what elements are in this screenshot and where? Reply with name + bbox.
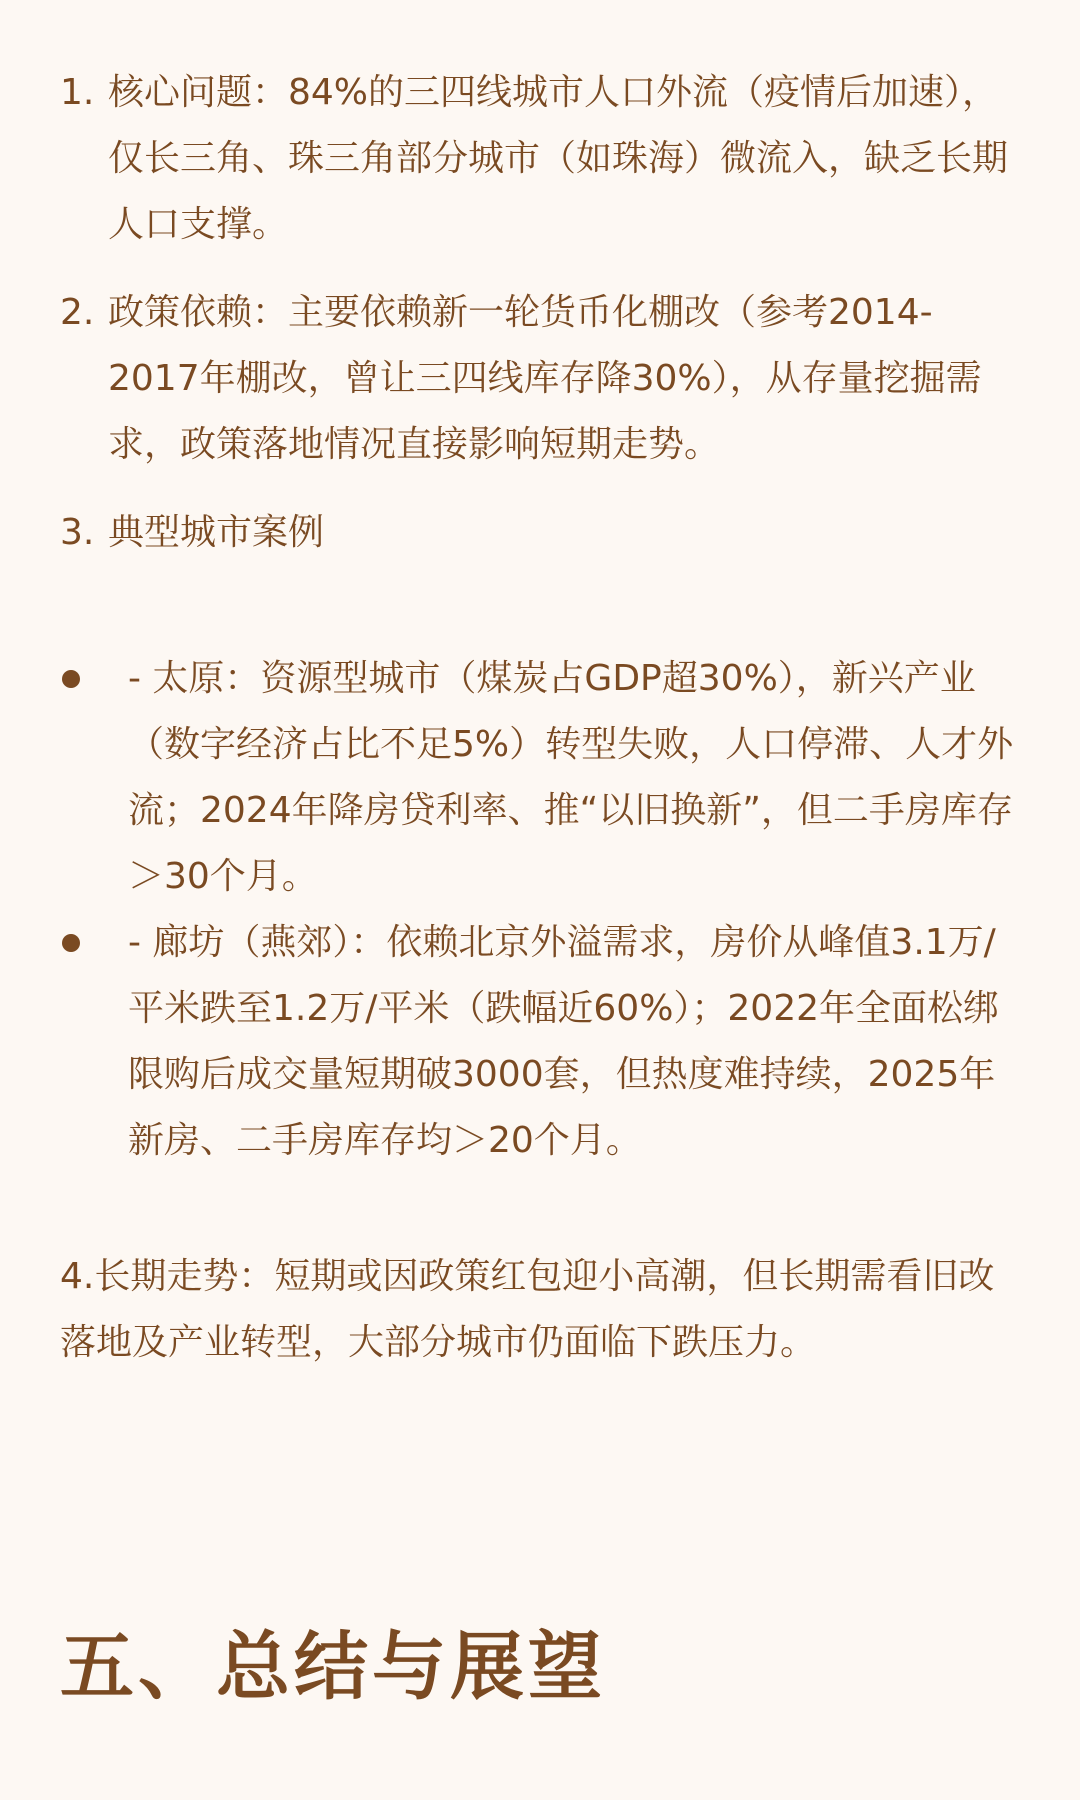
- item-number: 2.: [60, 292, 95, 333]
- item-number: 1.: [60, 72, 95, 113]
- bullet-dot-icon: [62, 934, 80, 952]
- bullet-marker: [60, 910, 128, 976]
- bullet-text: - 太原：资源型城市（煤炭占GDP超30%），新兴产业（数字经济占比不足5%）转型失败，人口停滞、人才外流；2024年降房贷利率、推“以旧换新”，但二手房库存＞30个月。: [128, 658, 1014, 897]
- section-title: 五、总结与展望: [60, 1624, 606, 1710]
- bullet-text: - 廊坊（燕郊）：依赖北京外溢需求，房价从峰值3.1万/平米跌至1.2万/平米（跌幅近60%）；2022年全面松绑限购后成交量短期破3000套，但热度难持续，2025年新房、二手房库存均＞20个月。: [128, 922, 1000, 1161]
- bullet-item-taiyuan: [60, 646, 1020, 910]
- numbered-item-1: [60, 60, 1020, 258]
- item-number: 3.: [60, 512, 95, 553]
- numbered-item-2: [60, 280, 1020, 478]
- bullet-dot-icon: [62, 670, 80, 688]
- item-text: 核心问题：84%的三四线城市人口外流（疫情后加速），仅长三角、珠三角部分城市（如珠海）微流入，缺乏长期人口支撑。: [108, 72, 1009, 245]
- bullet-marker: [60, 646, 128, 712]
- item-text: 政策依赖：主要依赖新一轮货币化棚改（参考2014-2017年棚改，曾让三四线库存降30%），从存量挖掘需求，政策落地情况直接影响短期走势。: [108, 292, 982, 465]
- numbered-item-3: [60, 500, 1020, 566]
- bullet-item-langfang: [60, 910, 1020, 1174]
- item-text: 典型城市案例: [108, 512, 325, 553]
- item-4-long-term-trend: 4.长期走势：短期或因政策红包迎小高潮，但长期需看旧改落地及产业转型，大部分城市仍面临下跌压力。: [60, 1256, 995, 1363]
